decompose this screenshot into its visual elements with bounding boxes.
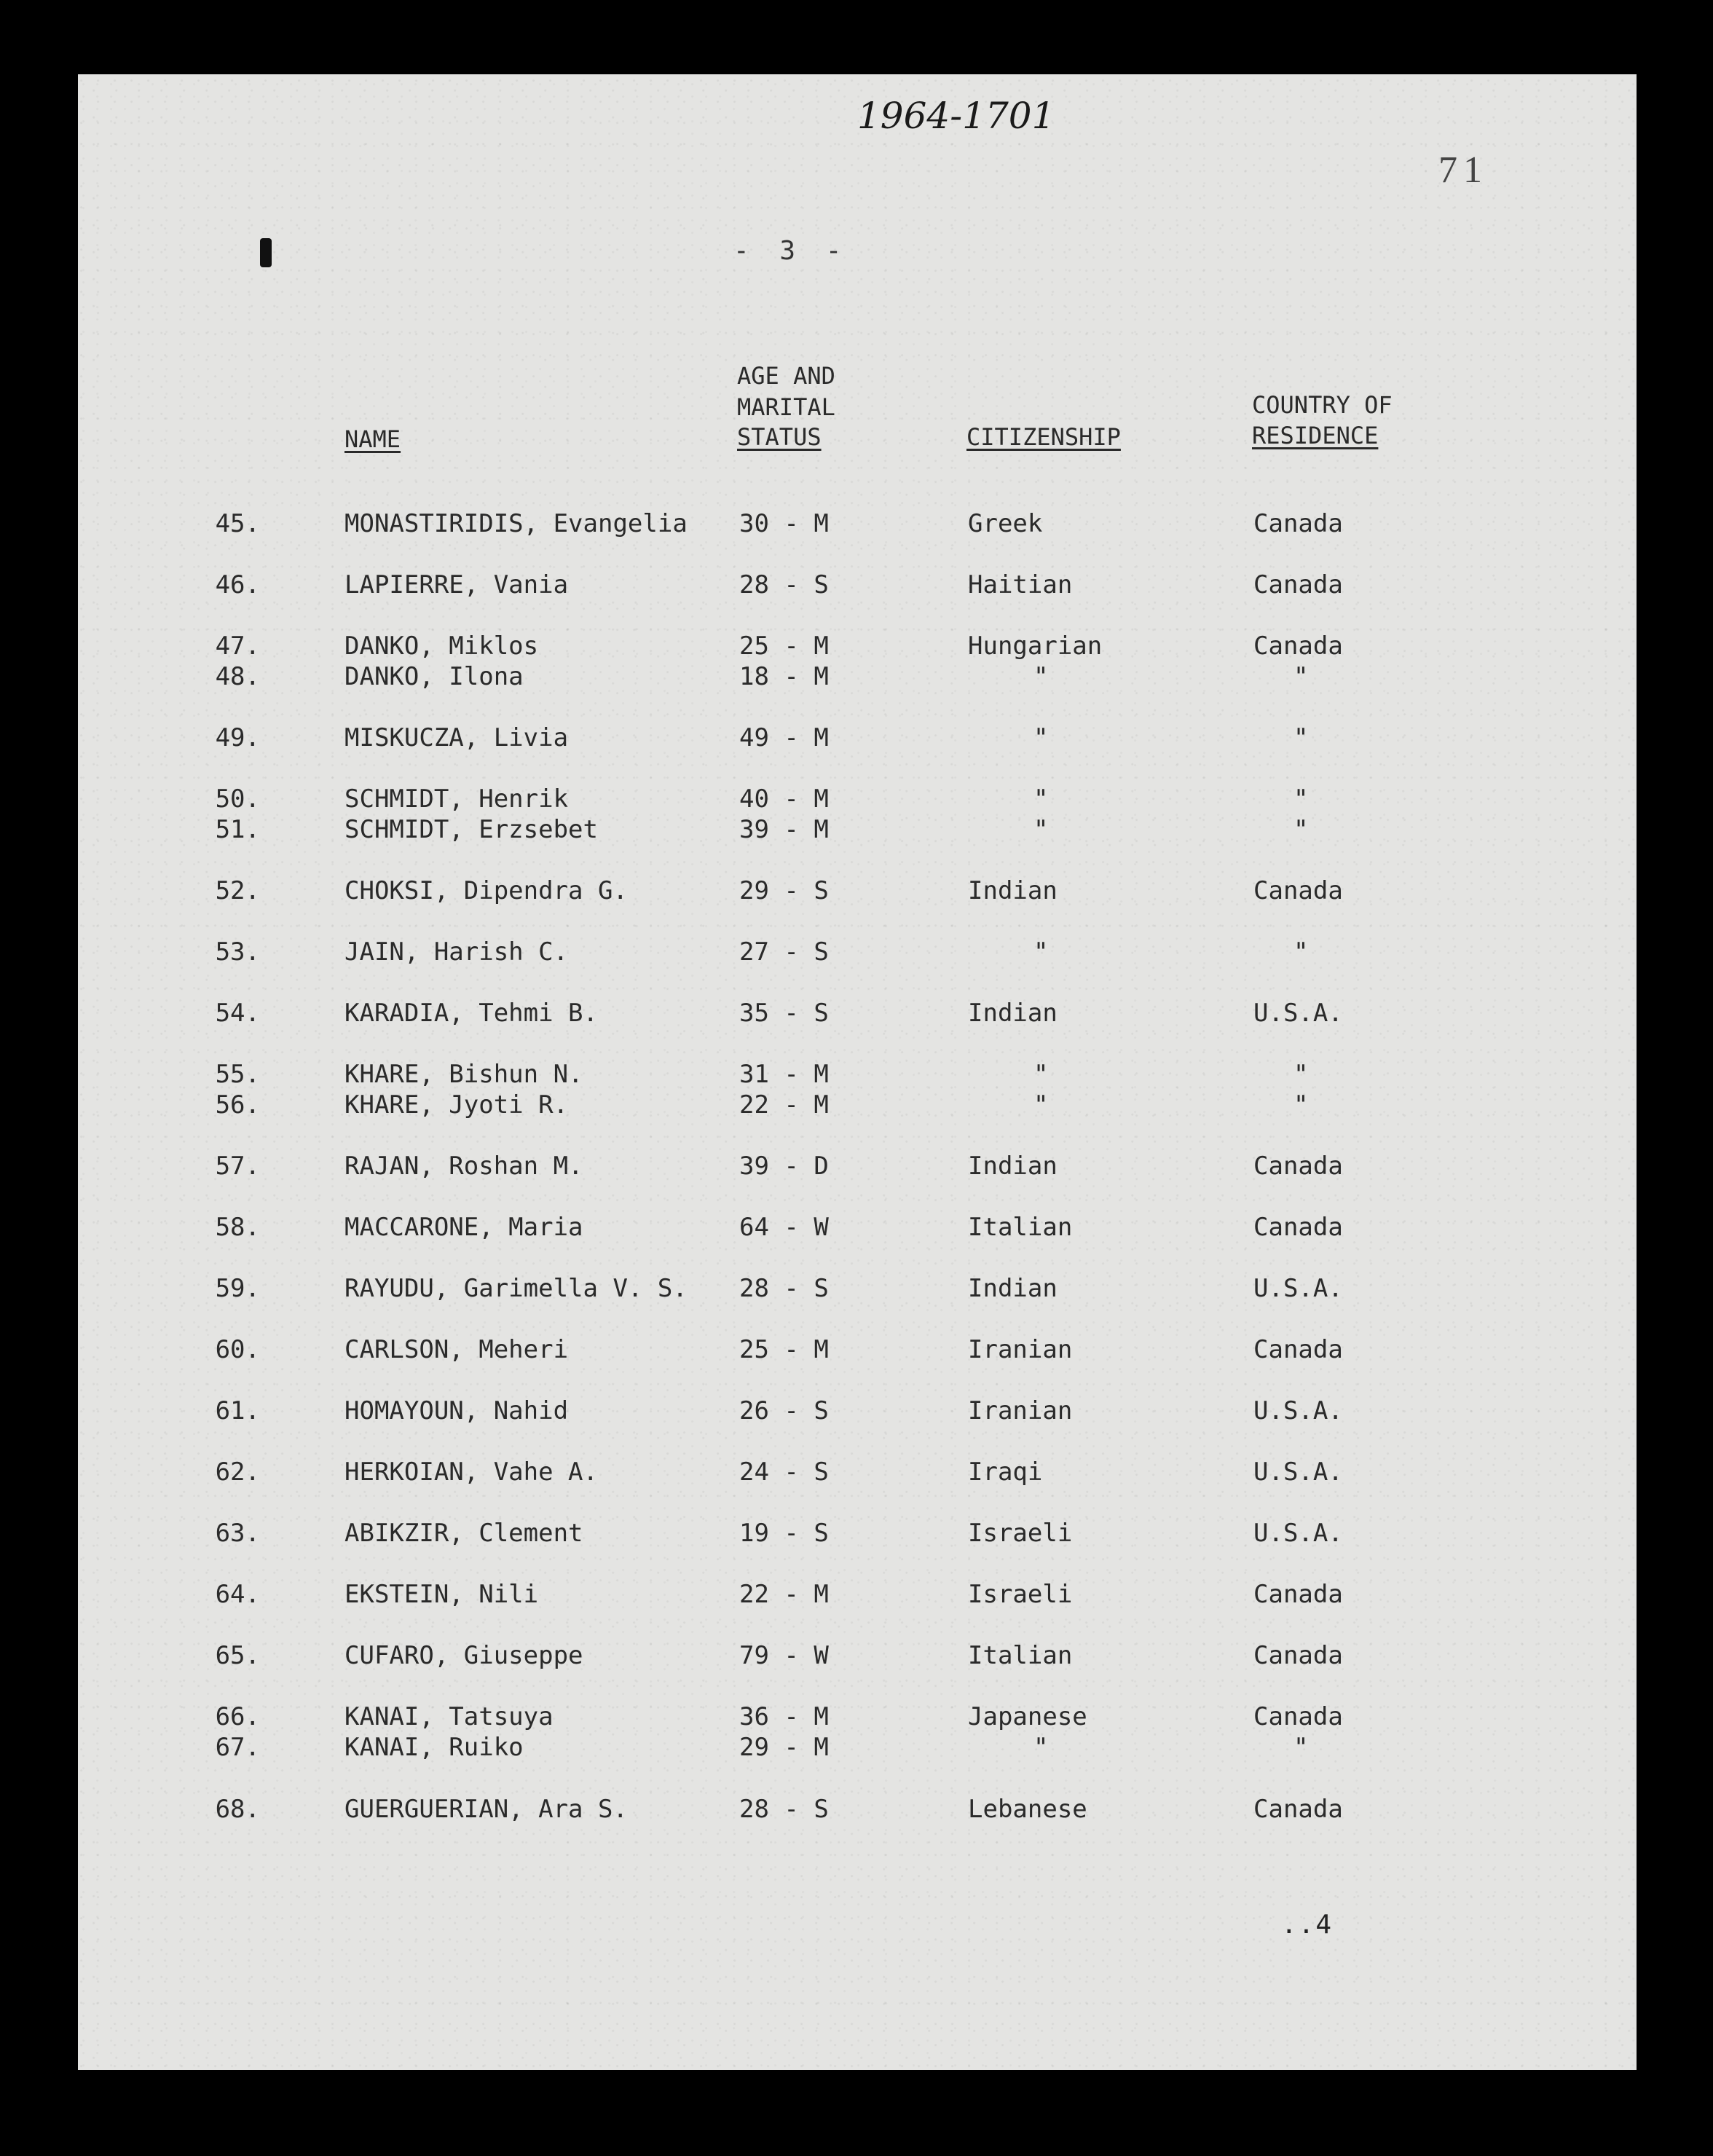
residence-value: Canada (1253, 570, 1343, 599)
continuation-marker: ..4 (1281, 1910, 1334, 1940)
column-header-age-1: AGE AND (737, 362, 835, 390)
person-name: KHARE, Bishun N. (344, 1060, 583, 1089)
person-name: DANKO, Ilona (344, 662, 524, 691)
row-number: 58. (215, 1213, 260, 1242)
age-marital-status: 28 - S (739, 1274, 829, 1303)
row-number: 54. (215, 999, 260, 1028)
age-marital-status: 24 - S (739, 1457, 829, 1487)
person-name: RAJAN, Roshan M. (344, 1152, 583, 1181)
person-name: MACCARONE, Maria (344, 1213, 583, 1242)
row-number: 53. (215, 937, 260, 967)
row-number: 64. (215, 1580, 260, 1609)
person-name: SCHMIDT, Henrik (344, 784, 569, 814)
person-name: SCHMIDT, Erzsebet (344, 815, 598, 844)
person-name: CHOKSI, Dipendra G. (344, 876, 628, 905)
residence-value: " (1293, 784, 1309, 814)
citizenship-value: Israeli (968, 1580, 1073, 1609)
person-name: HOMAYOUN, Nahid (344, 1396, 569, 1425)
person-name: MISKUCZA, Livia (344, 723, 569, 752)
residence-value: Canada (1253, 1152, 1343, 1181)
column-header-age-2: MARITAL (737, 393, 835, 421)
person-name: MONASTIRIDIS, Evangelia (344, 509, 688, 538)
age-marital-status: 79 - W (739, 1641, 829, 1670)
row-number: 51. (215, 815, 260, 844)
residence-value: " (1293, 723, 1309, 752)
age-marital-status: 25 - M (739, 1335, 829, 1364)
residence-value: Canada (1253, 1702, 1343, 1731)
citizenship-value: Indian (968, 1274, 1058, 1303)
column-header-citizenship: CITIZENSHIP (966, 423, 1121, 451)
citizenship-value: Lebanese (968, 1795, 1087, 1824)
age-marital-status: 49 - M (739, 723, 829, 752)
residence-value: U.S.A. (1253, 1396, 1343, 1425)
column-header-residence-1: COUNTRY OF (1252, 391, 1393, 419)
residence-value: " (1293, 1090, 1309, 1120)
citizenship-value: Iranian (968, 1396, 1073, 1425)
person-name: CUFARO, Giuseppe (344, 1641, 583, 1670)
citizenship-value: Israeli (968, 1519, 1073, 1548)
row-number: 49. (215, 723, 260, 752)
citizenship-value: Haitian (968, 570, 1073, 599)
person-name: CARLSON, Meheri (344, 1335, 569, 1364)
row-number: 66. (215, 1702, 260, 1731)
person-name: KHARE, Jyoti R. (344, 1090, 569, 1120)
citizenship-value: " (1033, 937, 1049, 967)
age-marital-status: 64 - W (739, 1213, 829, 1242)
age-marital-status: 40 - M (739, 784, 829, 814)
row-number: 68. (215, 1795, 260, 1824)
age-marital-status: 31 - M (739, 1060, 829, 1089)
residence-value: Canada (1253, 1335, 1343, 1364)
residence-value: U.S.A. (1253, 1457, 1343, 1487)
residence-value: Canada (1253, 876, 1343, 905)
residence-value: U.S.A. (1253, 1519, 1343, 1548)
page-number: - 3 - (733, 236, 849, 266)
residence-value: " (1293, 662, 1309, 691)
citizenship-value: Indian (968, 876, 1058, 905)
row-number: 57. (215, 1152, 260, 1181)
person-name: ABIKZIR, Clement (344, 1519, 583, 1548)
citizenship-value: Iranian (968, 1335, 1073, 1364)
age-marital-status: 18 - M (739, 662, 829, 691)
citizenship-value: " (1033, 1060, 1049, 1089)
citizenship-value: Italian (968, 1641, 1073, 1670)
row-number: 56. (215, 1090, 260, 1120)
age-marital-status: 27 - S (739, 937, 829, 967)
citizenship-value: Italian (968, 1213, 1073, 1242)
residence-value: Canada (1253, 1580, 1343, 1609)
citizenship-value: Iraqi (968, 1457, 1043, 1487)
citizenship-value: Indian (968, 1152, 1058, 1181)
residence-value: Canada (1253, 1795, 1343, 1824)
person-name: KARADIA, Tehmi B. (344, 999, 598, 1028)
citizenship-value: " (1033, 723, 1049, 752)
person-name: KANAI, Tatsuya (344, 1702, 554, 1731)
document-page (78, 74, 1637, 2070)
residence-value: " (1293, 937, 1309, 967)
residence-value: Canada (1253, 632, 1343, 661)
row-number: 62. (215, 1457, 260, 1487)
row-number: 48. (215, 662, 260, 691)
person-name: RAYUDU, Garimella V. S. (344, 1274, 688, 1303)
age-marital-status: 25 - M (739, 632, 829, 661)
person-name: LAPIERRE, Vania (344, 570, 569, 599)
residence-value: U.S.A. (1253, 1274, 1343, 1303)
person-name: DANKO, Miklos (344, 632, 539, 661)
row-number: 46. (215, 570, 260, 599)
age-marital-status: 30 - M (739, 509, 829, 538)
column-header-name: NAME (344, 425, 401, 453)
row-number: 52. (215, 876, 260, 905)
age-marital-status: 29 - S (739, 876, 829, 905)
age-marital-status: 26 - S (739, 1396, 829, 1425)
column-header-age-3: STATUS (737, 423, 822, 451)
row-number: 61. (215, 1396, 260, 1425)
residence-value: " (1293, 1060, 1309, 1089)
age-marital-status: 39 - D (739, 1152, 829, 1181)
folio-number: 71 (1438, 149, 1488, 191)
row-number: 47. (215, 632, 260, 661)
residence-value: Canada (1253, 1213, 1343, 1242)
residence-value: U.S.A. (1253, 999, 1343, 1028)
row-number: 45. (215, 509, 260, 538)
column-header-residence-2: RESIDENCE (1252, 422, 1379, 449)
person-name: GUERGUERIAN, Ara S. (344, 1795, 628, 1824)
citizenship-value: Hungarian (968, 632, 1103, 661)
citizenship-value: Indian (968, 999, 1058, 1028)
citizenship-value: " (1033, 1733, 1049, 1762)
residence-value: " (1293, 815, 1309, 844)
citizenship-value: " (1033, 784, 1049, 814)
citizenship-value: Greek (968, 509, 1043, 538)
residence-value: Canada (1253, 1641, 1343, 1670)
age-marital-status: 28 - S (739, 1795, 829, 1824)
row-number: 63. (215, 1519, 260, 1548)
age-marital-status: 36 - M (739, 1702, 829, 1731)
residence-value: " (1293, 1733, 1309, 1762)
residence-value: Canada (1253, 509, 1343, 538)
age-marital-status: 39 - M (739, 815, 829, 844)
citizenship-value: " (1033, 815, 1049, 844)
age-marital-status: 22 - M (739, 1580, 829, 1609)
row-number: 67. (215, 1733, 260, 1762)
age-marital-status: 28 - S (739, 570, 829, 599)
citizenship-value: " (1033, 662, 1049, 691)
handwritten-reference: 1964-1701 (857, 95, 1055, 137)
row-number: 55. (215, 1060, 260, 1089)
citizenship-value: " (1033, 1090, 1049, 1120)
age-marital-status: 35 - S (739, 999, 829, 1028)
row-number: 59. (215, 1274, 260, 1303)
row-number: 60. (215, 1335, 260, 1364)
age-marital-status: 29 - M (739, 1733, 829, 1762)
punch-mark (260, 238, 272, 267)
person-name: EKSTEIN, Nili (344, 1580, 539, 1609)
row-number: 65. (215, 1641, 260, 1670)
row-number: 50. (215, 784, 260, 814)
person-name: JAIN, Harish C. (344, 937, 569, 967)
age-marital-status: 22 - M (739, 1090, 829, 1120)
citizenship-value: Japanese (968, 1702, 1087, 1731)
person-name: HERKOIAN, Vahe A. (344, 1457, 598, 1487)
person-name: KANAI, Ruiko (344, 1733, 524, 1762)
age-marital-status: 19 - S (739, 1519, 829, 1548)
